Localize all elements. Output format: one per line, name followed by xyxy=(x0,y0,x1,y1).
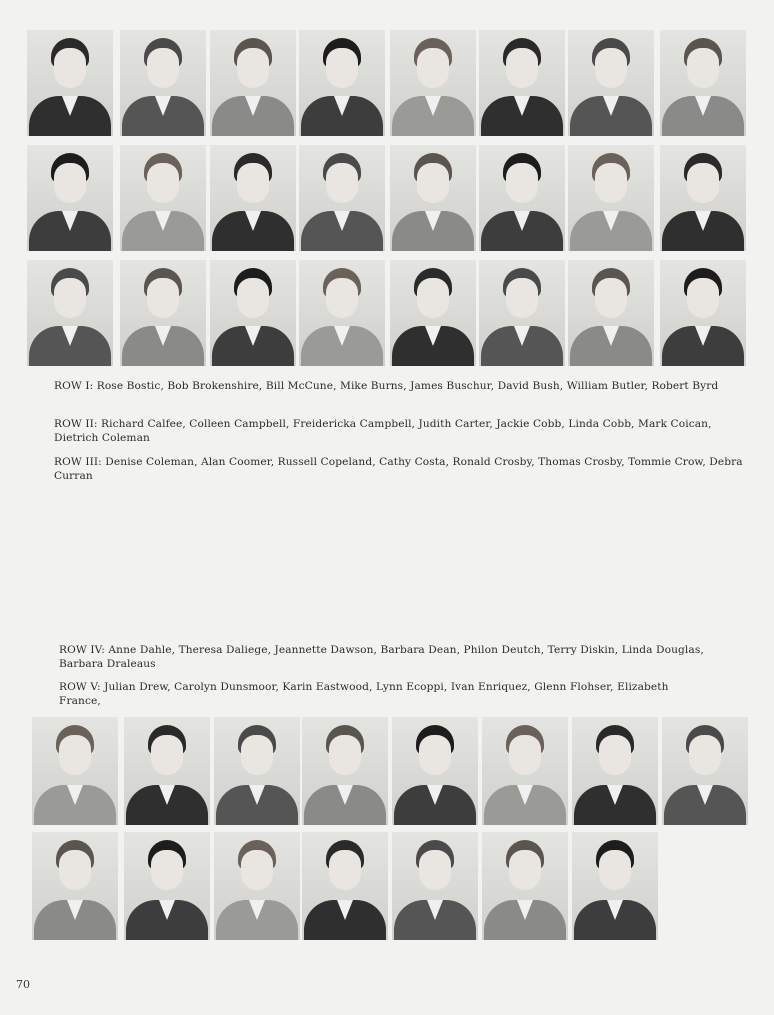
page-number: 70 xyxy=(16,978,30,991)
portrait-r1-5 xyxy=(390,30,476,136)
portrait-r2-2 xyxy=(120,145,206,251)
portrait-r5-4 xyxy=(302,832,388,940)
portrait-r4-4 xyxy=(302,717,388,825)
portrait-r4-2 xyxy=(124,717,210,825)
portrait-r5-6 xyxy=(482,832,568,940)
portrait-r3-8 xyxy=(660,260,746,366)
portrait-r1-2 xyxy=(120,30,206,136)
portrait-r2-7 xyxy=(568,145,654,251)
portrait-r1-8 xyxy=(660,30,746,136)
portrait-r5-5 xyxy=(392,832,478,940)
portrait-r1-4 xyxy=(299,30,385,136)
portrait-r3-2 xyxy=(120,260,206,366)
portrait-r4-5 xyxy=(392,717,478,825)
portrait-r1-6 xyxy=(479,30,565,136)
portrait-r5-7 xyxy=(572,832,658,940)
portrait-r4-3 xyxy=(214,717,300,825)
portrait-r3-3 xyxy=(210,260,296,366)
portrait-r3-4 xyxy=(299,260,385,366)
portrait-r2-4 xyxy=(299,145,385,251)
caption-row-5: ROW V: Julian Drew, Carolyn Dunsmoor, Karin Eastwood, Lynn Ecoppi, Ivan Enriquez, Glenn Flohser, Elizabeth France, xyxy=(59,681,669,707)
portrait-r5-3 xyxy=(214,832,300,940)
caption-row-2: ROW II: Richard Calfee, Colleen Campbell, Freidericka Campbell, Judith Carter, Jackie Cobb, Linda Cobb, Mark Coican, Dietrich Coleman xyxy=(54,418,712,444)
portrait-r3-1 xyxy=(27,260,113,366)
portrait-r4-6 xyxy=(482,717,568,825)
portrait-r2-1 xyxy=(27,145,113,251)
portrait-r3-7 xyxy=(568,260,654,366)
portrait-r5-2 xyxy=(124,832,210,940)
portrait-r2-3 xyxy=(210,145,296,251)
caption-row-4: ROW IV: Anne Dahle, Theresa Daliege, Jeannette Dawson, Barbara Dean, Philon Deutch, Terry Diskin, Linda Douglas, Barbara Draleaus xyxy=(59,644,704,670)
portrait-r4-1 xyxy=(32,717,118,825)
portrait-r3-6 xyxy=(479,260,565,366)
portrait-r4-7 xyxy=(572,717,658,825)
portrait-r1-7 xyxy=(568,30,654,136)
portrait-r3-5 xyxy=(390,260,476,366)
caption-row-1: ROW I: Rose Bostic, Bob Brokenshire, Bill McCune, Mike Burns, James Buschur, David Bush, William Butler, Robert Byrd xyxy=(54,380,719,392)
portrait-r2-6 xyxy=(479,145,565,251)
portrait-r2-5 xyxy=(390,145,476,251)
portrait-r1-1 xyxy=(27,30,113,136)
portrait-r2-8 xyxy=(660,145,746,251)
portrait-r4-8 xyxy=(662,717,748,825)
portrait-r1-3 xyxy=(210,30,296,136)
portrait-r5-1 xyxy=(32,832,118,940)
caption-row-3: ROW III: Denise Coleman, Alan Coomer, Russell Copeland, Cathy Costa, Ronald Crosby, Thomas Crosby, Tommie Crow, Debra Curran xyxy=(54,456,743,482)
